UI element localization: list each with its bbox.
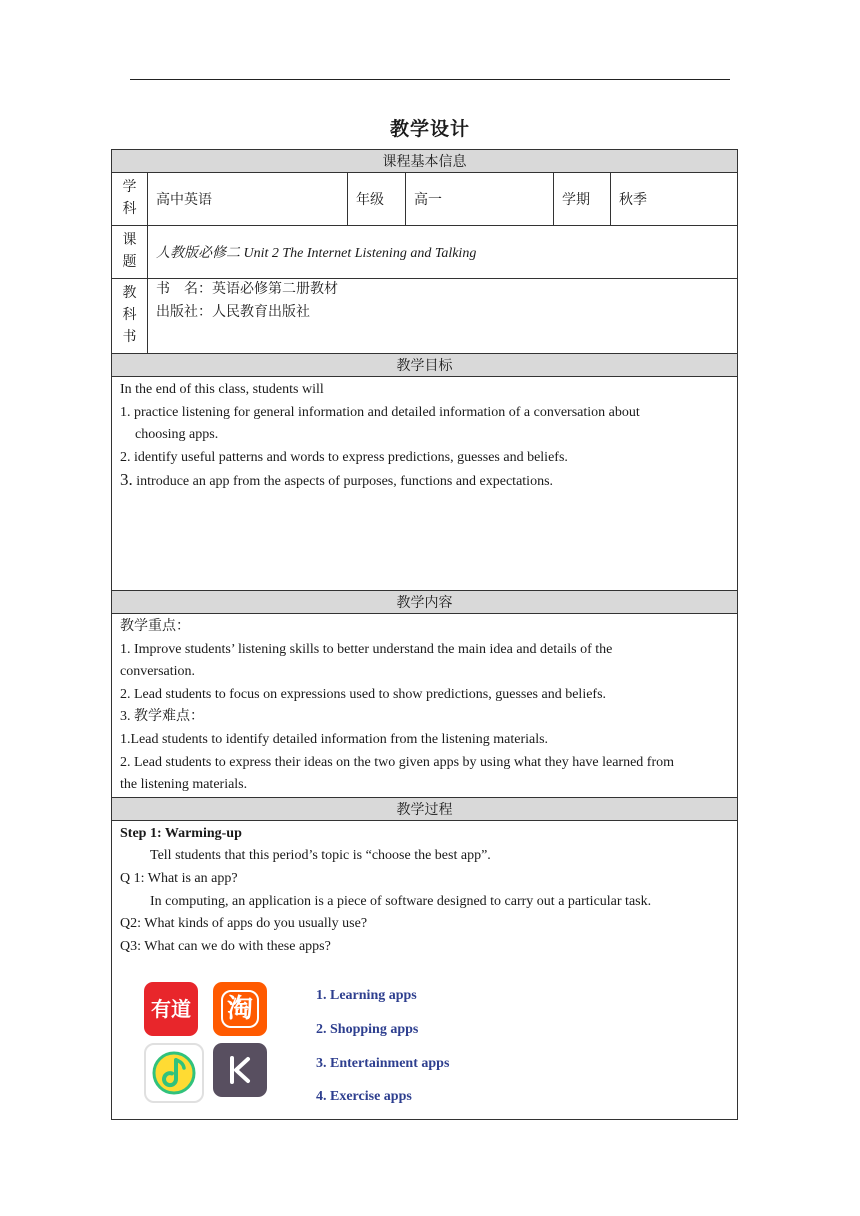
term-label: 学期 xyxy=(554,173,611,226)
section-header-content: 教学内容 xyxy=(112,591,738,614)
teaching-content xyxy=(112,614,738,798)
term-value: 秋季 xyxy=(611,173,738,226)
textbook-name: 书 名：英语必修第二册教材 xyxy=(156,282,338,297)
question-1: Q 1: What is an app? xyxy=(120,870,238,886)
objectives-content xyxy=(112,377,738,591)
taobao-icon-text: 淘 xyxy=(221,990,259,1028)
question-2: Q2: What kinds of apps do you usually use? xyxy=(120,916,368,932)
textbook-info xyxy=(148,279,738,354)
app-type-exercise: 4. Exercise apps xyxy=(316,1089,412,1105)
qq-music-icon xyxy=(144,1043,204,1103)
question-3: Q3: What can we do with these apps? xyxy=(120,938,331,954)
step-1-text: Tell students that this period’s topic is “choose the best app”. xyxy=(150,848,491,864)
document-title: 教学设计 xyxy=(389,119,470,140)
section-header-process: 教学过程 xyxy=(112,797,738,820)
grade-label: 年级 xyxy=(348,173,406,226)
qq-music-note-icon xyxy=(150,1049,198,1097)
difficulty-1: 1.Lead students to identify detailed information from the listening materials. xyxy=(120,731,549,747)
objective-3-num: 3. xyxy=(120,470,133,490)
key-points-label: 教学重点： xyxy=(120,619,190,634)
textbook-label xyxy=(112,279,148,354)
key-point-1: 1. Improve students’ listening skills to better understand the main idea and details of the xyxy=(120,641,613,657)
youdao-icon-text: 有道 xyxy=(151,997,191,1022)
keep-k-icon xyxy=(224,1054,256,1086)
app-type-learning: 1. Learning apps xyxy=(316,988,417,1004)
header-rule xyxy=(130,79,730,80)
objective-1: 1. practice listening for general information and detailed information of a conversation about xyxy=(120,404,640,420)
app-type-shopping: 2. Shopping apps xyxy=(316,1022,419,1038)
keep-icon xyxy=(213,1043,267,1097)
grade-value: 高一 xyxy=(406,173,554,226)
textbook-publisher: 出版社：人民教育出版社 xyxy=(156,304,310,320)
objective-2: 2. identify useful patterns and words to express predictions, guesses and beliefs. xyxy=(120,449,568,465)
app-type-entertainment: 3. Entertainment apps xyxy=(316,1056,450,1072)
objectives-intro: In the end of this class, students will xyxy=(120,382,324,397)
topic-label-text: 课题 xyxy=(122,233,137,270)
section-header-basic-info: 课程基本信息 xyxy=(112,150,738,173)
key-point-2: 2. Lead students to focus on expressions used to show predictions, guesses and beliefs. xyxy=(120,686,607,702)
step-1-title: Step 1: Warming-up xyxy=(120,825,242,841)
app-showcase xyxy=(120,958,729,1118)
taobao-icon xyxy=(213,982,267,1036)
youdao-icon xyxy=(144,982,198,1036)
topic-value: 人教版必修二 Unit 2 The Internet Listening and Talking xyxy=(148,226,738,279)
subject-label xyxy=(112,173,148,226)
lesson-plan-table xyxy=(111,149,738,1120)
objective-3-text: introduce an app from the aspects of purposes, functions and expectations. xyxy=(136,474,554,490)
topic-label xyxy=(112,226,148,279)
key-point-1-cont: conversation. xyxy=(120,664,196,680)
question-1-answer: In computing, an application is a piece of software designed to carry out a particular task. xyxy=(150,893,652,909)
process-content xyxy=(112,820,738,1119)
difficulty-2: 2. Lead students to express their ideas on the two given apps by using what they have learned from xyxy=(120,754,675,770)
subject-label-text: 学科 xyxy=(122,180,137,217)
difficulties-label: 3. 教学难点： xyxy=(120,709,204,725)
objective-3 xyxy=(120,469,729,494)
textbook-label-text: 教科书 xyxy=(122,286,137,345)
objective-1-cont: choosing apps. xyxy=(135,427,219,443)
section-header-objectives: 教学目标 xyxy=(112,354,738,377)
difficulty-2-cont: the listening materials. xyxy=(120,777,248,793)
subject-value: 高中英语 xyxy=(148,173,348,226)
